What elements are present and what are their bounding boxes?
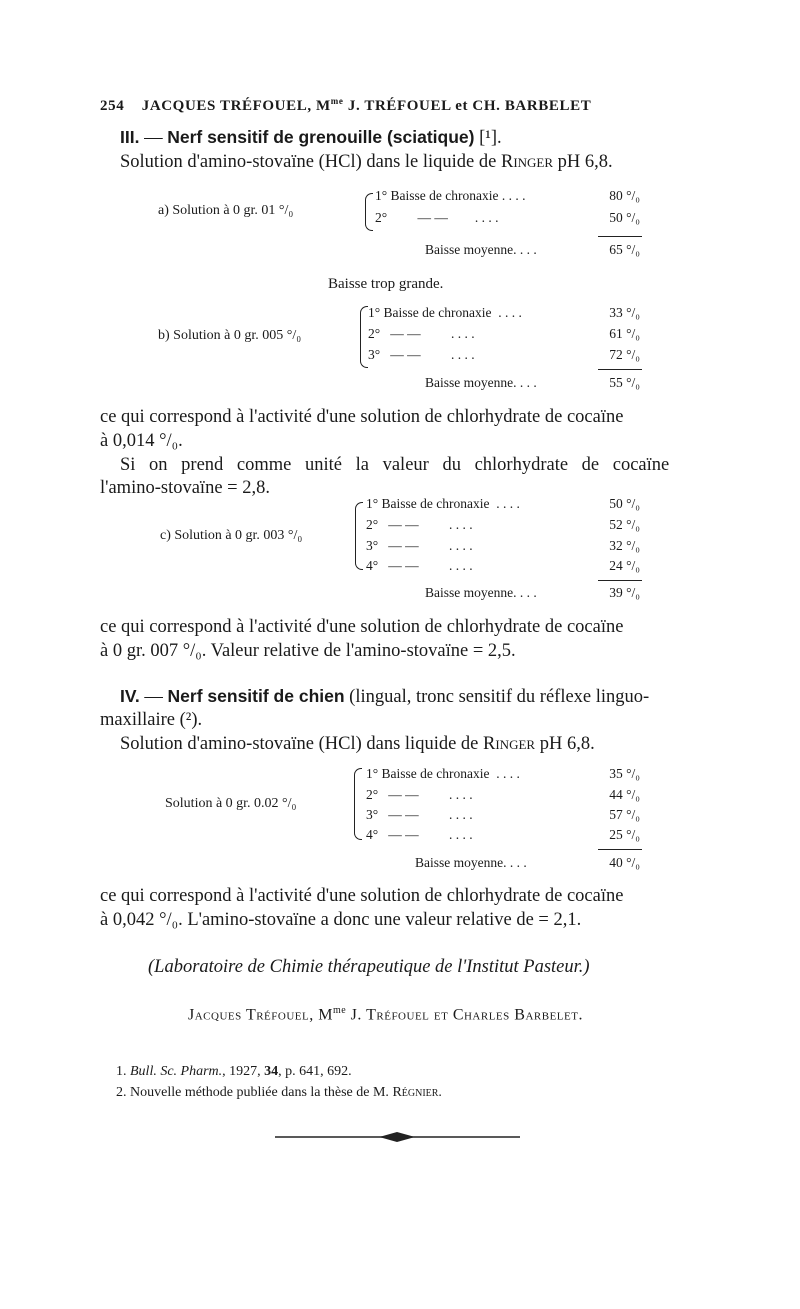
group-4-value-2: 44 °/₀ (609, 787, 640, 802)
group-c-row-3: 3° — — . . . . (366, 538, 473, 553)
paragraph-b-line-1: ce qui correspond à l'activité d'une solution de chlorhydrate de cocaïne (100, 407, 624, 427)
group-b-sum-rule (598, 369, 642, 370)
group-c-value-3: 32 °/₀ (609, 538, 640, 553)
group-a-average-value: 65 °/₀ (609, 242, 640, 257)
group-a-brace (365, 193, 373, 231)
section-3-solution: Solution d'amino-stovaïne (HCl) dans le liquide de Ringer pH 6,8. (120, 152, 613, 172)
group-a-average-label: Baisse moyenne. . . . (425, 242, 537, 257)
group-c-value-4: 24 °/₀ (609, 558, 640, 573)
group-c-brace (355, 502, 363, 570)
group-a-note: Baisse trop grande. (328, 276, 444, 292)
paragraph-4-line-2: à 0,042 °/₀. L'amino-stovaïne a donc une valeur relative de = 2,1. (100, 910, 582, 930)
section-4-heading: IV. — Nerf sensitif de chien (lingual, tronc sensitif du réflexe linguo- (120, 686, 650, 707)
group-4-row-3: 3° — — . . . . (366, 807, 473, 822)
running-header (100, 96, 591, 115)
group-a-sum-rule (598, 236, 642, 237)
page-number: 254 (100, 98, 125, 114)
affiliation: (Laboratoire de Chimie thérapeutique de l'Institut Pasteur.) (148, 957, 590, 977)
paragraph-b2-line-1: Si on prend comme unité la valeur du chlorhydrate de cocaïne (120, 455, 670, 475)
group-b-value-1: 33 °/₀ (609, 305, 640, 320)
group-b-value-2: 61 °/₀ (609, 326, 640, 341)
group-4-row-2: 2° — — . . . . (366, 787, 473, 802)
group-b-average-value: 55 °/₀ (609, 375, 640, 390)
group-b-row-1: 1° Baisse de chronaxie . . . . (368, 305, 522, 320)
group-b-label: b) Solution à 0 gr. 005 °/₀ (158, 328, 302, 343)
paragraph-b2-line-2: l'amino-stovaïne = 2,8. (100, 478, 270, 498)
group-4-average-label: Baisse moyenne. . . . (415, 855, 527, 870)
group-4-row-1: 1° Baisse de chronaxie . . . . (366, 766, 520, 781)
group-a-row-1: 1° Baisse de chronaxie . . . . (375, 188, 526, 203)
group-c-row-2: 2° — — . . . . (366, 517, 473, 532)
group-4-label: Solution à 0 gr. 0.02 °/₀ (165, 796, 297, 811)
group-4-sum-rule (598, 849, 642, 850)
group-b-row-3: 3° — — . . . . (368, 347, 475, 362)
group-4-value-3: 57 °/₀ (609, 807, 640, 822)
section-4-title: Nerf sensitif de chien (167, 686, 345, 706)
paragraph-b-line-2: à 0,014 °/₀. (100, 431, 183, 451)
group-4-average-value: 40 °/₀ (609, 855, 640, 870)
section-4-heading-line-2: maxillaire (²). (100, 710, 203, 730)
group-b-average-label: Baisse moyenne. . . . (425, 375, 537, 390)
group-c-sum-rule (598, 580, 642, 581)
group-4-value-4: 25 °/₀ (609, 827, 640, 842)
group-4-row-4: 4° — — . . . . (366, 827, 473, 842)
group-a-label: a) Solution à 0 gr. 01 °/₀ (158, 203, 294, 218)
footnote-1: 1. Bull. Sc. Pharm., 1927, 34, p. 641, 692. (116, 1064, 352, 1079)
ornamental-divider (275, 1128, 520, 1146)
group-b-brace (360, 306, 368, 368)
paragraph-c-line-1: ce qui correspond à l'activité d'une solution de chlorhydrate de cocaïne (100, 617, 624, 637)
group-c-value-2: 52 °/₀ (609, 517, 640, 532)
section-3-title: Nerf sensitif de grenouille (sciatique) (167, 127, 475, 147)
group-a-row-2: 2° — — . . . . (375, 210, 499, 225)
group-c-row-4: 4° — — . . . . (366, 558, 473, 573)
group-b-row-2: 2° — — . . . . (368, 326, 475, 341)
group-c-row-1: 1° Baisse de chronaxie . . . . (366, 496, 520, 511)
signature: Jacques Tréfouel, $M^{me}$ J. Tréfouel et Charles Barbelet. (188, 1005, 583, 1024)
group-4-value-1: 35 °/₀ (609, 766, 640, 781)
group-c-average-label: Baisse moyenne. . . . (425, 585, 537, 600)
footnote-2: 2. Nouvelle méthode publiée dans la thèse de M. Régnier. (116, 1085, 442, 1100)
group-c-value-1: 50 °/₀ (609, 496, 640, 511)
group-4-brace (354, 768, 362, 840)
section-4-solution: Solution d'amino-stovaïne (HCl) dans liquide de Ringer pH 6,8. (120, 734, 595, 754)
paragraph-c-line-2: à 0 gr. 007 °/₀. Valeur relative de l'amino-stovaïne = 2,5. (100, 641, 516, 661)
group-c-average-value: 39 °/₀ (609, 585, 640, 600)
paragraph-4-line-1: ce qui correspond à l'activité d'une solution de chlorhydrate de cocaïne (100, 886, 624, 906)
group-b-value-3: 72 °/₀ (609, 347, 640, 362)
group-a-value-1: 80 °/₀ (609, 188, 640, 203)
section-3-heading: III. — Nerf sensitif de grenouille (sciatique) [¹]. (120, 127, 502, 148)
group-c-label: c) Solution à 0 gr. 003 °/₀ (160, 528, 303, 543)
group-a-value-2: 50 °/₀ (609, 210, 640, 225)
header-authors: JACQUES TRÉFOUEL, $M^{me}$ J. TRÉFOUEL et CH. BARBELET (141, 96, 592, 114)
